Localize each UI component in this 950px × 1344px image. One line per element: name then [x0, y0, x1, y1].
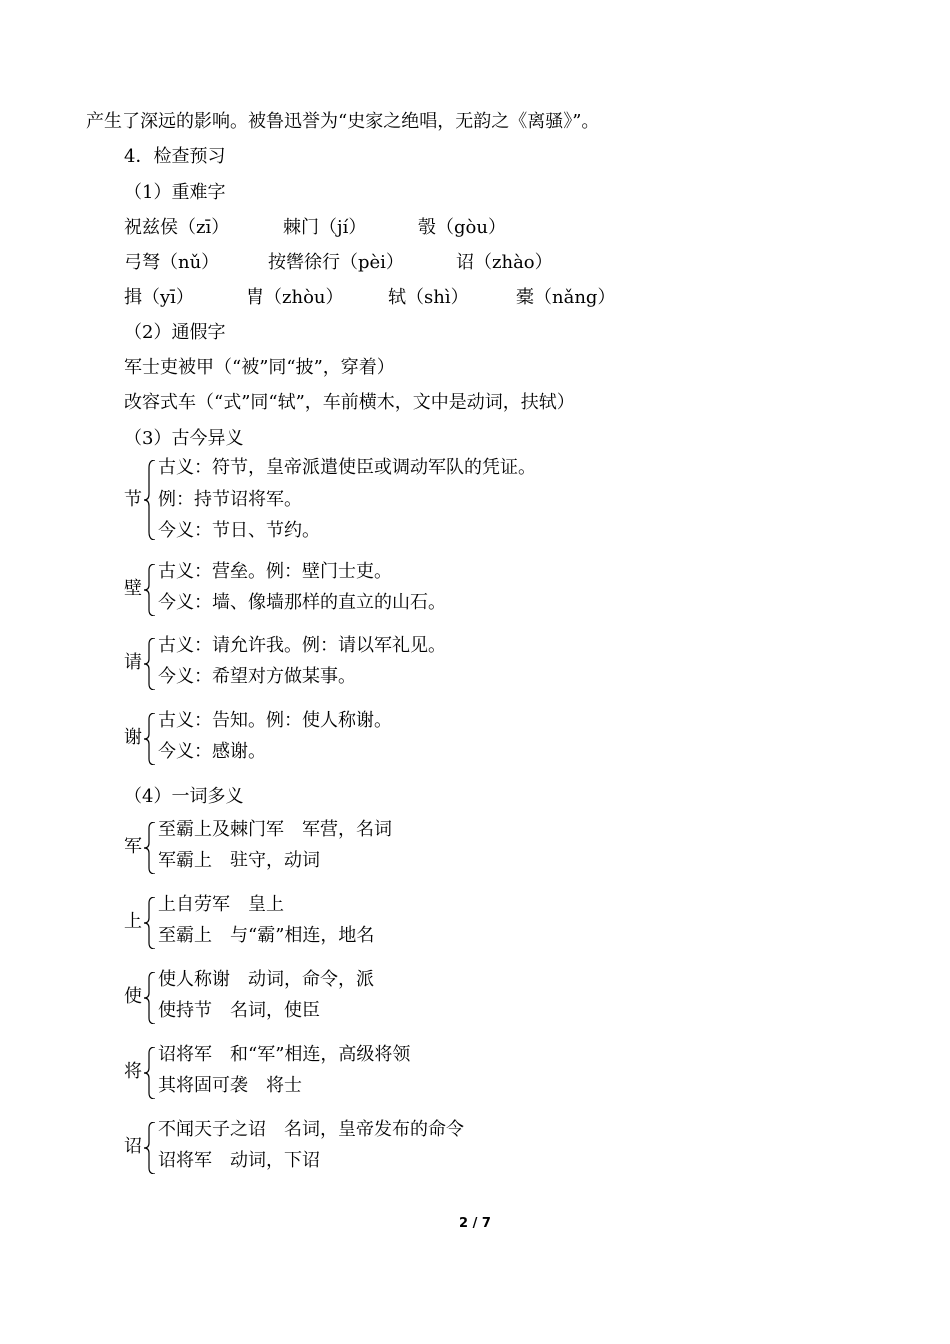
group-line: 古义：告知。例：使人称谢。 — [158, 710, 392, 731]
char-item: 轼（shì） — [388, 287, 469, 308]
group-head: 使 — [124, 986, 142, 1007]
group-line: 不闻天子之诏 名词，皇帝发布的命令 — [158, 1119, 464, 1140]
tongjia-item: 军士吏被甲（“被”同“披”，穿着） — [124, 357, 395, 378]
tongjia-item: 改容式车（“式”同“轼”，车前横木，文中是动词，扶轼） — [124, 392, 575, 413]
char-item: 弓弩（nǔ） — [124, 252, 220, 273]
group-line: 古义：请允许我。例：请以军礼见。 — [158, 635, 446, 656]
page-number: 2 / 7 — [459, 1216, 491, 1231]
group-line: 今义：感谢。 — [158, 741, 266, 762]
group-line: 至霸上及棘门军 军营，名词 — [158, 819, 392, 840]
char-item: 祝兹侯（zī） — [124, 217, 230, 238]
char-item: 胄（zhòu） — [246, 287, 344, 308]
intro-line: 产生了深远的影响。被鲁迅誉为“史家之绝唱，无韵之《离骚》”。 — [86, 111, 600, 132]
group-line: 例：持节诏将军。 — [158, 489, 302, 510]
group-line: 古义：符节，皇帝派遣使臣或调动军队的凭证。 — [158, 457, 536, 478]
subheading-tongjia: （2）通假字 — [124, 322, 226, 343]
brace-icon — [144, 1122, 158, 1174]
group-line: 使人称谢 动词，命令，派 — [158, 969, 374, 990]
group-head: 谢 — [124, 727, 142, 748]
group-line: 今义：希望对方做某事。 — [158, 666, 356, 687]
char-item: 揖（yī） — [124, 287, 194, 308]
group-head: 壁 — [124, 578, 142, 599]
group-line: 今义：墙、像墙那样的直立的山石。 — [158, 592, 446, 613]
group-line: 至霸上 与“霸”相连，地名 — [158, 925, 375, 946]
group-head: 节 — [124, 489, 142, 510]
group-line: 诏将军 和“军”相连，高级将领 — [158, 1044, 411, 1065]
group-line: 古义：营垒。例：壁门士吏。 — [158, 561, 392, 582]
char-item: 棘门（jí） — [283, 217, 367, 238]
group-head: 军 — [124, 836, 142, 857]
brace-icon — [144, 713, 158, 765]
group-head: 诏 — [124, 1136, 142, 1157]
group-line: 今义：节日、节约。 — [158, 520, 320, 541]
char-item: 橐（nǎng） — [516, 287, 616, 308]
brace-icon — [144, 460, 158, 540]
section-4-heading: 4．检查预习 — [124, 146, 226, 167]
group-line: 上自劳军 皇上 — [158, 894, 284, 915]
subheading-duoyi: （4）一词多义 — [124, 786, 244, 807]
group-head: 将 — [124, 1061, 142, 1082]
brace-icon — [144, 972, 158, 1024]
group-line: 诏将军 动词，下诏 — [158, 1150, 320, 1171]
group-line: 军霸上 驻守，动词 — [158, 850, 320, 871]
subheading-difficult-chars: （1）重难字 — [124, 182, 226, 203]
char-item: 彀（gòu） — [418, 217, 506, 238]
group-line: 其将固可袭 将士 — [158, 1075, 302, 1096]
subheading-gujin: （3）古今异义 — [124, 428, 244, 449]
brace-icon — [144, 1047, 158, 1099]
brace-icon — [144, 638, 158, 690]
brace-icon — [144, 564, 158, 616]
char-item: 诏（zhào） — [456, 252, 553, 273]
brace-icon — [144, 897, 158, 949]
brace-icon — [144, 822, 158, 874]
group-head: 请 — [124, 652, 142, 673]
group-line: 使持节 名词，使臣 — [158, 1000, 320, 1021]
group-head: 上 — [124, 911, 142, 932]
char-item: 按辔徐行（pèi） — [268, 252, 404, 273]
